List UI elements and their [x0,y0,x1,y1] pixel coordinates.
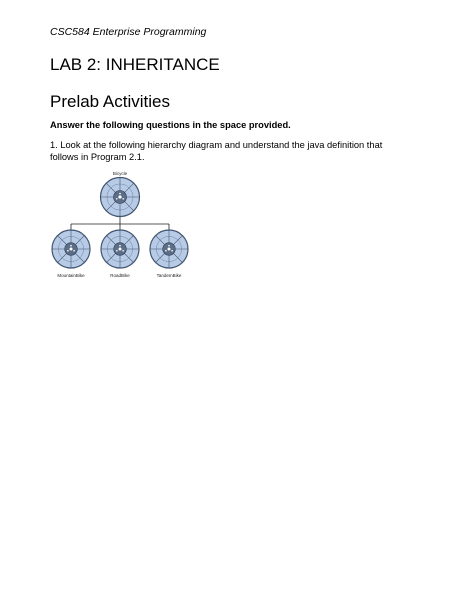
mountainbike-node [52,230,90,278]
tandembike-wheel-icon [150,230,188,268]
lab-title: LAB 2: INHERITANCE [50,55,220,74]
tandembike-label: TandemBike [156,273,182,278]
class-hierarchy-diagram [48,168,194,286]
bicycle-label: Bicycle [112,171,128,176]
mountainbike-label: MountainBike [57,273,85,278]
tandembike-node [150,230,188,278]
course-header: CSC584 Enterprise Programming [50,26,207,38]
bicycle-wheel-icon [101,178,140,217]
question-1: 1. Look at the following hierarchy diagram and understand the java definition that follows in Program 2.1. [50,140,383,162]
hierarchy-connectors [71,216,169,230]
bicycle-node [101,171,140,217]
roadbike-wheel-icon [101,230,139,268]
hierarchy-svg [48,168,194,286]
section-title: Prelab Activities [50,92,170,111]
instruction-text: Answer the following questions in the space provided. [50,120,291,130]
mountainbike-wheel-icon [52,230,90,268]
roadbike-label: RoadBike [110,273,130,278]
roadbike-node [101,230,139,278]
